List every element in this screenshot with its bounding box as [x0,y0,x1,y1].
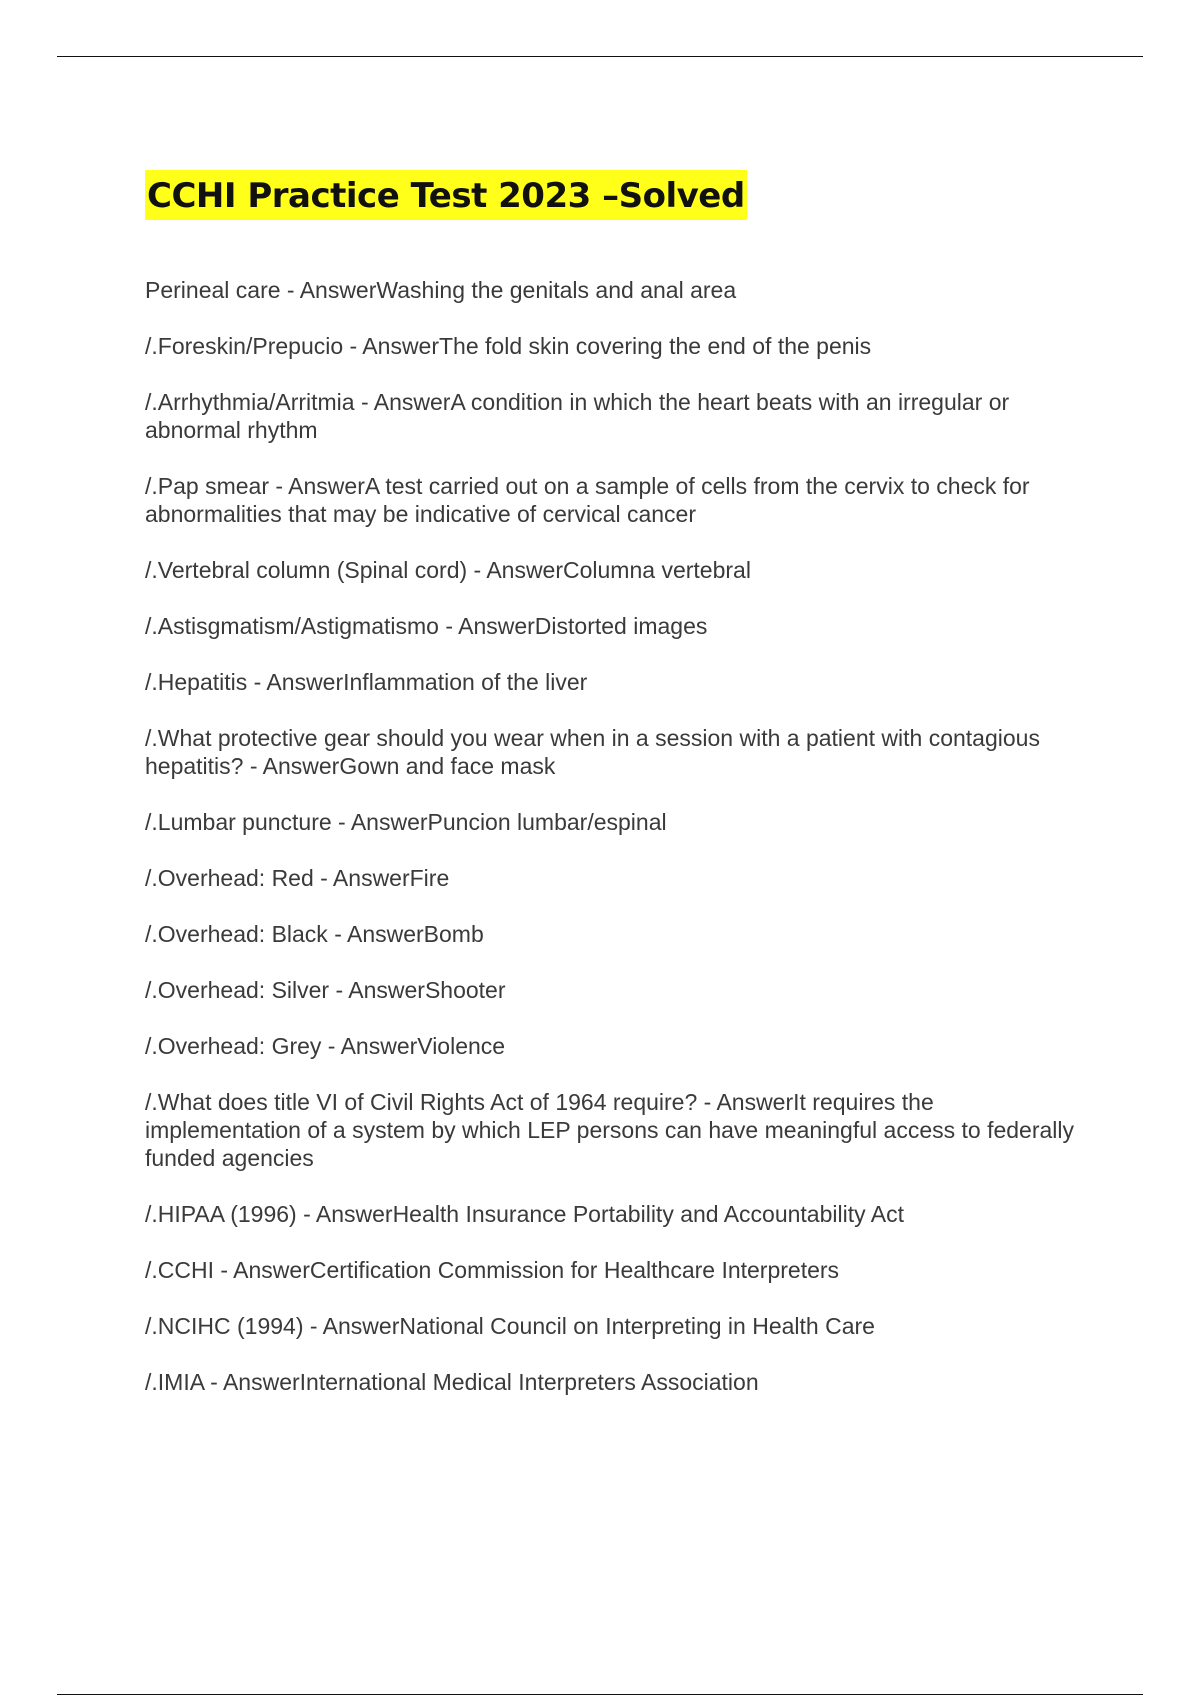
qa-entry: /.HIPAA (1996) - AnswerHealth Insurance Portability and Accountability Act [145,1201,904,1227]
qa-entry: /.Hepatitis - AnswerInflammation of the liver [145,669,588,695]
qa-entry: /.NCIHC (1994) - AnswerNational Council on Interpreting in Health Care [145,1313,875,1339]
qa-entry: /.Arrhythmia/Arritmia - AnswerA condition in which the heart beats with an irregular or abnormal rhythm [145,389,1010,443]
qa-entry: /.Overhead: Red - AnswerFire [145,865,450,891]
qa-entry: /.What protective gear should you wear when in a session with a patient with contagious hepatitis? - AnswerGown and face mask [145,725,1040,779]
qa-list [145,276,1095,1424]
qa-entry: /.Overhead: Grey - AnswerViolence [145,1033,506,1059]
document-title: CCHI Practice Test 2023 –Solved [147,176,745,216]
top-rule [57,56,1143,57]
title-highlight [145,170,747,220]
qa-entry: /.CCHI - AnswerCertification Commission for Healthcare Interpreters [145,1257,840,1283]
qa-entry: /.IMIA - AnswerInternational Medical Interpreters Association [145,1369,759,1395]
qa-entry: /.Overhead: Silver - AnswerShooter [145,977,506,1003]
qa-entry: /.What does title VI of Civil Rights Act of 1964 require? - AnswerIt requires the implementation of a system by which LEP persons can have meaningful access to federally funded agencies [145,1089,1075,1171]
bottom-rule [57,1694,1143,1695]
qa-entry: /.Astisgmatism/Astigmatismo - AnswerDistorted images [145,613,708,639]
qa-entry: Perineal care - AnswerWashing the genitals and anal area [145,277,737,303]
qa-entry: /.Pap smear - AnswerA test carried out on a sample of cells from the cervix to check for abnormalities that may be indicative of cervical cancer [145,473,1030,527]
qa-entry: /.Foreskin/Prepucio - AnswerThe fold skin covering the end of the penis [145,333,872,359]
qa-entry: /.Overhead: Black - AnswerBomb [145,921,484,947]
qa-entry: /.Vertebral column (Spinal cord) - AnswerColumna vertebral [145,557,751,583]
qa-entry: /.Lumbar puncture - AnswerPuncion lumbar/espinal [145,809,667,835]
